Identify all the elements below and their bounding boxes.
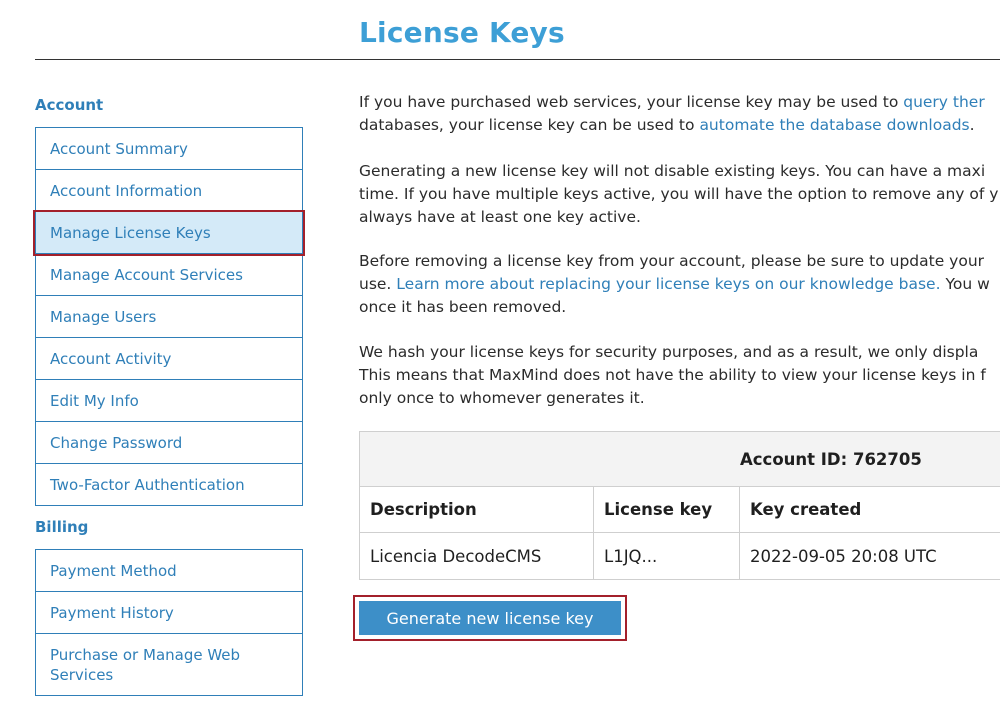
- billing-nav-list: [35, 549, 303, 696]
- sidebar-item-change-password[interactable]: Change Password: [35, 422, 303, 464]
- generating-line-2: time. If you have multiple keys active, you will have the option to remove any of y: [359, 185, 999, 203]
- column-header-key-created: Key created: [740, 487, 1000, 533]
- generate-button-highlight: [353, 595, 627, 641]
- license-keys-table: [359, 431, 1000, 580]
- sidebar-item-account-summary[interactable]: Account Summary: [35, 128, 303, 170]
- account-section-heading: Account: [35, 96, 104, 114]
- sidebar-item-manage-account-services[interactable]: Manage Account Services: [35, 254, 303, 296]
- account-nav-list: [35, 127, 303, 506]
- sidebar-item-manage-users[interactable]: Manage Users: [35, 296, 303, 338]
- removing-paragraph: [359, 250, 990, 319]
- automate-downloads-link[interactable]: automate the database downloads: [699, 116, 970, 134]
- cell-license-key: L1JQ...: [594, 533, 740, 580]
- account-id-row: [360, 432, 1000, 487]
- intro-text-3: .: [969, 116, 975, 134]
- knowledge-base-link[interactable]: Learn more about replacing your license keys on our knowledge base.: [396, 275, 941, 293]
- sidebar-item-account-activity[interactable]: Account Activity: [35, 338, 303, 380]
- intro-text-1: If you have purchased web services, your license key may be used to: [359, 93, 904, 111]
- hash-line-2: This means that MaxMind does not have the ability to view your license keys in f: [359, 366, 986, 384]
- hash-line-3: only once to whomever generates it.: [359, 389, 645, 407]
- removing-line-2a: use.: [359, 275, 397, 293]
- title-divider: [35, 59, 1000, 60]
- cell-key-created: 2022-09-05 20:08 UTC: [740, 533, 1000, 580]
- account-id: Account ID: 762705: [360, 432, 1000, 487]
- sidebar-item-edit-my-info[interactable]: Edit My Info: [35, 380, 303, 422]
- hash-line-1: We hash your license keys for security purposes, and as a result, we only displa: [359, 343, 979, 361]
- sidebar-item-manage-license-keys[interactable]: Manage License Keys: [35, 212, 303, 254]
- sidebar-item-payment-history[interactable]: Payment History: [35, 592, 303, 634]
- billing-section-heading: Billing: [35, 518, 89, 536]
- removing-line-2b: You w: [940, 275, 990, 293]
- removing-line-3: once it has been removed.: [359, 298, 567, 316]
- page-title: License Keys: [359, 16, 565, 49]
- generating-line-1: Generating a new license key will not disable existing keys. You can have a maxi: [359, 162, 986, 180]
- generate-new-license-key-button[interactable]: Generate new license key: [359, 601, 621, 635]
- removing-line-1: Before removing a license key from your account, please be sure to update your: [359, 252, 985, 270]
- intro-paragraph: [359, 91, 985, 137]
- query-web-services-link[interactable]: query ther: [903, 93, 985, 111]
- table-header-row: [360, 487, 1000, 533]
- generating-paragraph: [359, 160, 998, 229]
- generating-line-3: always have at least one key active.: [359, 208, 641, 226]
- sidebar-item-purchase-manage-web-services[interactable]: Purchase or Manage Web Services: [35, 634, 303, 696]
- cell-description: Licencia DecodeCMS: [360, 533, 594, 580]
- sidebar-item-payment-method[interactable]: Payment Method: [35, 550, 303, 592]
- sidebar-item-account-information[interactable]: Account Information: [35, 170, 303, 212]
- hash-paragraph: [359, 341, 986, 410]
- intro-text-2: databases, your license key can be used to: [359, 116, 700, 134]
- sidebar-item-two-factor-authentication[interactable]: Two-Factor Authentication: [35, 464, 303, 506]
- column-header-license-key: License key: [594, 487, 740, 533]
- column-header-description: Description: [360, 487, 594, 533]
- table-row: [360, 533, 1000, 580]
